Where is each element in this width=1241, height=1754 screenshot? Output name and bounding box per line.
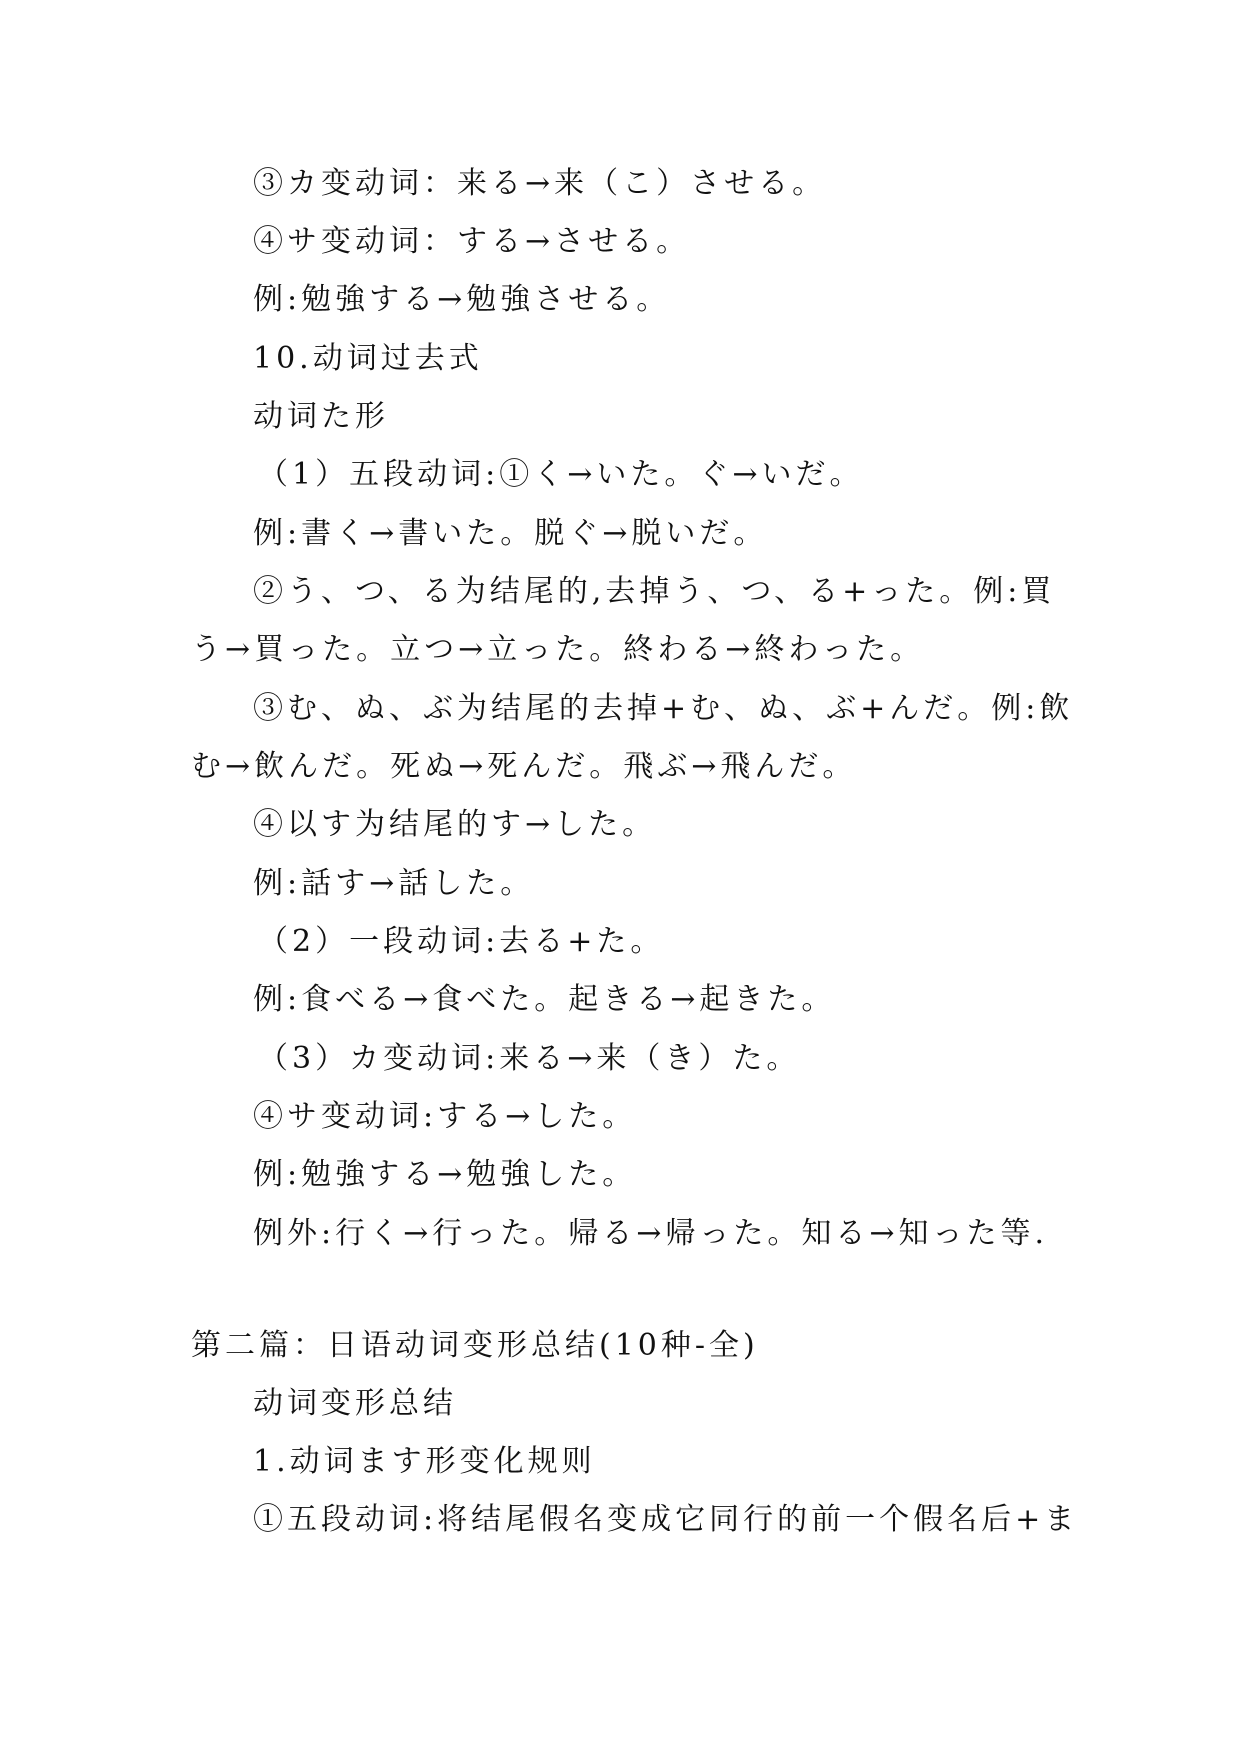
text-line: 例:食べる→食べた。起きる→起きた。: [253, 982, 836, 1017]
text-line: う→買った。立つ→立った。終わる→終わった。: [191, 632, 925, 667]
text-line: 例:勉強する→勉強した。: [253, 1157, 637, 1192]
chapter-title: 第二篇：日语动词变形总结(10种-全): [191, 1328, 759, 1363]
subheading: 动词变形总结: [253, 1386, 457, 1421]
text-line: （2）一段动词:去る+た。: [258, 924, 665, 959]
text-line: （1）五段动词:①く→いた。ぐ→いだ。: [258, 457, 864, 492]
text-line: ③む、ぬ、ぶ为结尾的去掉+む、ぬ、ぶ+んだ。例:飲: [253, 691, 1074, 726]
text-line: 例:勉強する→勉強させる。: [253, 282, 671, 317]
text-line: む→飲んだ。死ぬ→死んだ。飛ぶ→飛んだ。: [191, 749, 857, 784]
text-line: ③カ变动词：来る→来（こ）させる。: [253, 166, 827, 201]
text-line: ①五段动词:将结尾假名变成它同行的前一个假名后+ま: [253, 1502, 1079, 1537]
subheading: 动词た形: [253, 399, 389, 434]
section-heading: 1.动词ます形变化规则: [253, 1444, 596, 1479]
text-line: ④サ变动词：する→させる。: [253, 224, 691, 259]
text-line: 例外:行く→行った。帰る→帰った。知る→知った等.: [253, 1216, 1049, 1251]
text-line: ④以す为结尾的す→した。: [253, 807, 657, 842]
text-line: ④サ变动词:する→した。: [253, 1099, 637, 1134]
text-line: ②う、つ、る为结尾的,去掉う、つ、る+った。例:買: [253, 574, 1056, 609]
text-line: （3）カ变动词:来る→来（き）た。: [258, 1041, 801, 1076]
section-heading: 10.动词过去式: [253, 341, 483, 376]
text-line: 例:書く→書いた。脱ぐ→脱いだ。: [253, 516, 768, 551]
text-line: 例:話す→話した。: [253, 866, 535, 901]
